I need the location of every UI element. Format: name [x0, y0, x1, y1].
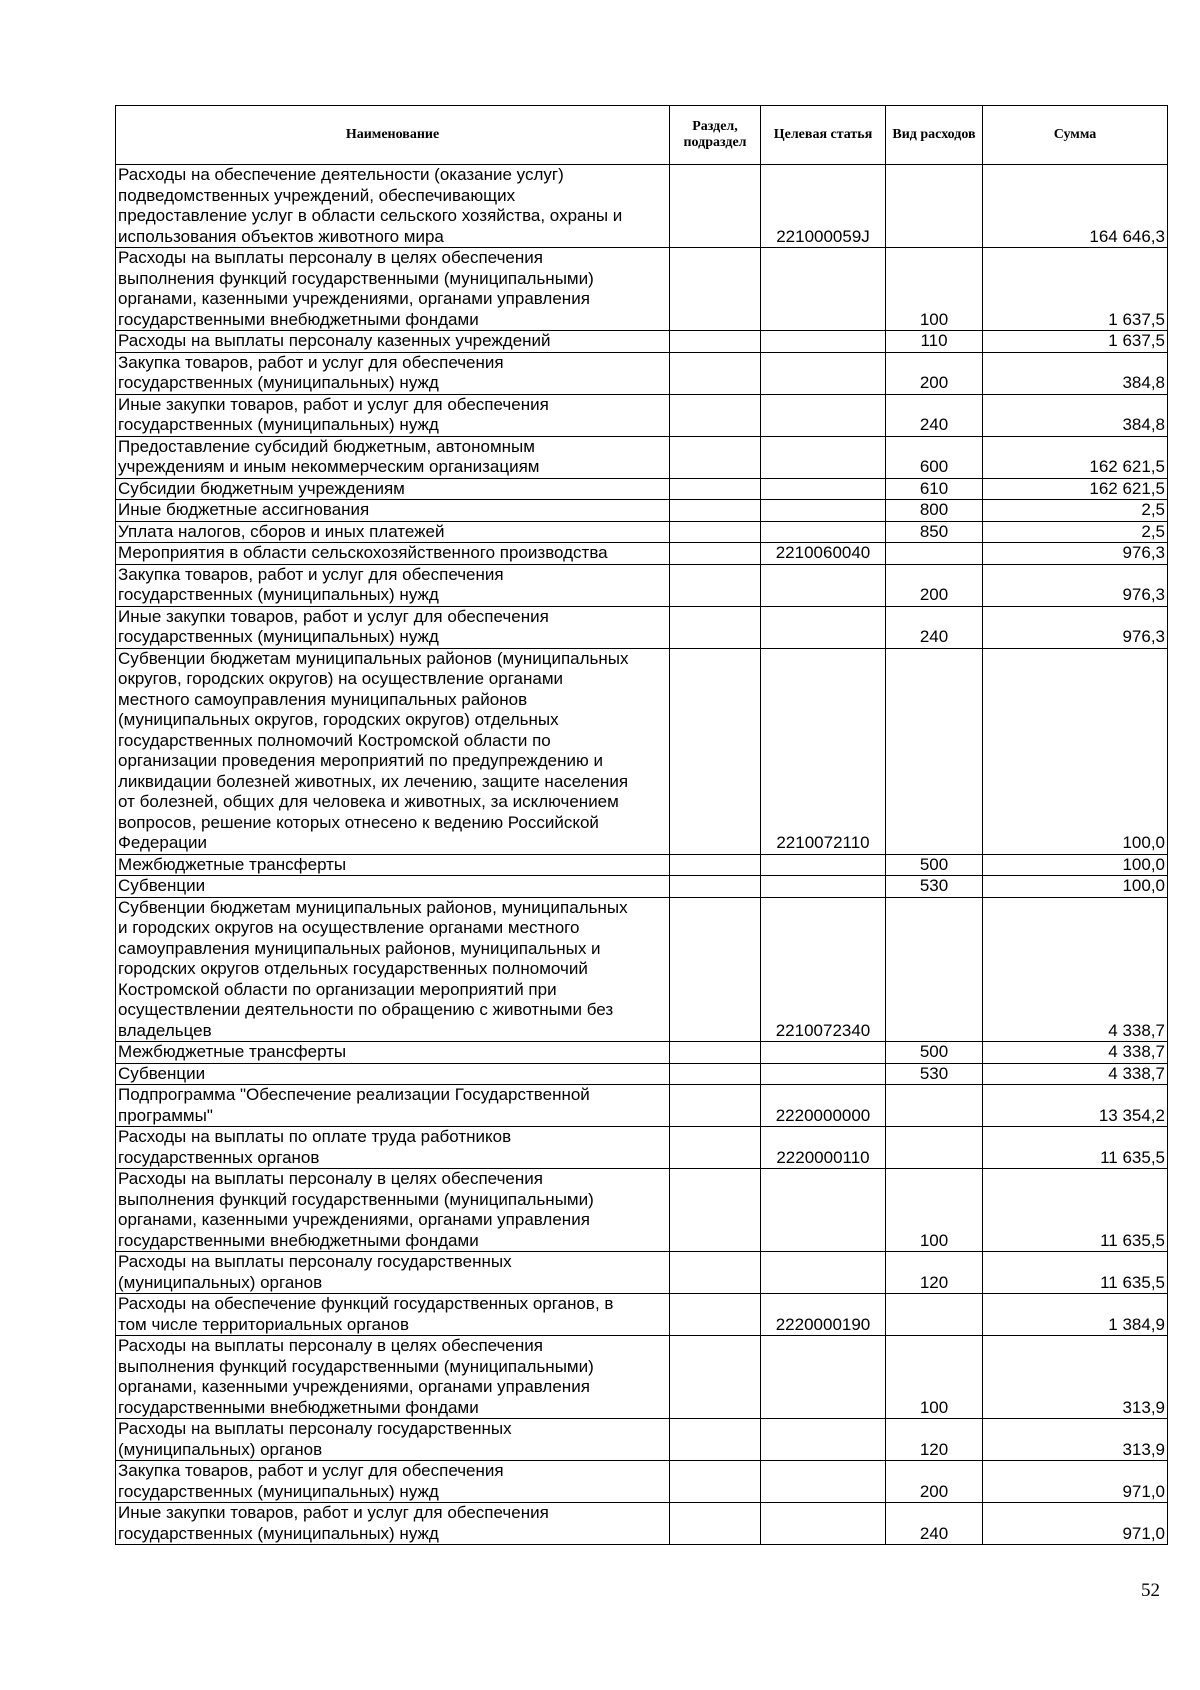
table-row — [116, 606, 1168, 648]
row-sum-cell: 976,3 — [983, 564, 1168, 606]
table-row — [116, 1085, 1168, 1127]
table-row — [116, 876, 1168, 898]
table-row — [116, 543, 1168, 565]
row-type-cell: 500 — [886, 854, 983, 876]
row-name-line: Субвенции бюджетам муниципальных районов (муниципальных — [118, 648, 629, 668]
table-row — [116, 352, 1168, 394]
row-target-cell — [761, 1063, 886, 1085]
row-section-cell — [670, 1169, 761, 1252]
table-row — [116, 1063, 1168, 1085]
row-name-line: Субвенции бюджетам муниципальных районов, муниципальных — [118, 897, 628, 917]
row-name-cell — [116, 1042, 670, 1064]
row-name-line: ликвидации болезней животных, их лечению, защите населения — [118, 771, 629, 791]
row-sum-cell: 971,0 — [983, 1461, 1168, 1503]
row-name-line: Предоставление субсидий бюджетным, автономным — [118, 436, 535, 456]
row-name-line: государственных (муниципальных) нужд — [118, 415, 439, 434]
row-name-cell — [116, 606, 670, 648]
row-name-line: выполнения функций государственными (муниципальными) — [118, 1189, 594, 1209]
row-name-line: органами, казенными учреждениями, органами управления — [118, 1377, 590, 1396]
table-row — [116, 394, 1168, 436]
row-name-cell — [116, 1252, 670, 1294]
row-name-line: организации проведения мероприятий по предупреждению и — [118, 751, 603, 770]
row-name-cell — [116, 876, 670, 898]
row-section-cell — [670, 500, 761, 522]
row-section-cell — [670, 165, 761, 248]
table-row — [116, 500, 1168, 522]
row-type-cell: 240 — [886, 1503, 983, 1545]
row-name-line: самоуправления муниципальных районов, муниципальных и — [118, 938, 601, 958]
row-sum-cell: 1 637,5 — [983, 248, 1168, 331]
row-type-cell: 100 — [886, 248, 983, 331]
row-name-line: владельцев — [118, 1020, 212, 1040]
row-target-cell — [761, 248, 886, 331]
row-name-line: Иные бюджетные ассигнования — [118, 500, 370, 519]
row-section-cell — [670, 394, 761, 436]
table-row — [116, 1042, 1168, 1064]
row-name-cell — [116, 543, 670, 565]
row-name-line: (муниципальных округов, городских округов) отдельных — [118, 710, 559, 729]
row-name-cell — [116, 854, 670, 876]
row-type-cell: 800 — [886, 500, 983, 522]
table-row — [116, 648, 1168, 854]
row-type-cell — [886, 897, 983, 1042]
row-sum-cell: 100,0 — [983, 648, 1168, 854]
table-row — [116, 1252, 1168, 1294]
row-sum-cell: 100,0 — [983, 854, 1168, 876]
table-row — [116, 521, 1168, 543]
row-section-cell — [670, 1461, 761, 1503]
row-type-cell: 850 — [886, 521, 983, 543]
row-target-cell — [761, 1503, 886, 1545]
table-row — [116, 1419, 1168, 1461]
row-sum-cell: 4 338,7 — [983, 1063, 1168, 1085]
row-target-cell — [761, 521, 886, 543]
row-name-line: (муниципальных) органов — [118, 1439, 323, 1459]
row-name-cell — [116, 521, 670, 543]
row-target-cell — [761, 331, 886, 353]
row-section-cell — [670, 1336, 761, 1419]
row-name-line: Подпрограмма "Обеспечение реализации Государственной — [118, 1085, 590, 1104]
row-name-line: Расходы на выплаты по оплате труда работников — [118, 1127, 512, 1146]
row-name-cell — [116, 500, 670, 522]
row-name-line: Расходы на выплаты персоналу государственных — [118, 1252, 512, 1271]
table-row — [116, 331, 1168, 353]
row-name-line: и городских округов на осуществление органами местного — [118, 918, 580, 937]
row-section-cell — [670, 1042, 761, 1064]
row-name-line: государственными внебюджетными фондами — [118, 1230, 479, 1250]
row-section-cell — [670, 648, 761, 854]
row-sum-cell: 4 338,7 — [983, 1042, 1168, 1064]
header-name: Наименование — [116, 106, 670, 165]
row-type-cell — [886, 543, 983, 565]
row-sum-cell: 976,3 — [983, 606, 1168, 648]
table-body — [116, 165, 1168, 1545]
row-name-line: выполнения функций государственными (муниципальными) — [118, 268, 594, 288]
header-section: Раздел, подраздел — [670, 106, 761, 165]
page-number: 52 — [1141, 1580, 1160, 1601]
row-target-cell — [761, 500, 886, 522]
row-name-cell — [116, 648, 670, 854]
row-name-line: государственных органов — [118, 1147, 320, 1167]
row-name-line: подведомственных учреждений, обеспечивающих — [118, 185, 516, 205]
row-target-cell — [761, 1169, 886, 1252]
row-section-cell — [670, 436, 761, 478]
row-sum-cell: 11 635,5 — [983, 1127, 1168, 1169]
row-name-cell — [116, 1294, 670, 1336]
table-row — [116, 1503, 1168, 1545]
row-target-cell: 2220000000 — [761, 1085, 886, 1127]
row-name-line: Субсидии бюджетным учреждениям — [118, 478, 405, 498]
row-name-cell — [116, 394, 670, 436]
row-name-line: предоставление услуг в области сельского хозяйства, охраны и — [118, 206, 623, 225]
row-name-cell — [116, 1169, 670, 1252]
row-name-cell — [116, 1336, 670, 1419]
row-type-cell: 530 — [886, 876, 983, 898]
row-name-cell — [116, 897, 670, 1042]
row-sum-cell: 384,8 — [983, 394, 1168, 436]
table-row — [116, 436, 1168, 478]
row-name-line: Расходы на выплаты персоналу государственных — [118, 1419, 512, 1438]
row-name-line: Расходы на выплаты персоналу в целях обеспечения — [118, 1169, 543, 1188]
row-section-cell — [670, 897, 761, 1042]
row-name-cell — [116, 564, 670, 606]
row-target-cell — [761, 876, 886, 898]
row-type-cell: 530 — [886, 1063, 983, 1085]
row-name-line: государственных (муниципальных) нужд — [118, 373, 439, 392]
row-sum-cell: 971,0 — [983, 1503, 1168, 1545]
row-name-line: государственных (муниципальных) нужд — [118, 1481, 439, 1501]
row-name-cell — [116, 436, 670, 478]
row-section-cell — [670, 352, 761, 394]
row-target-cell: 2220000190 — [761, 1294, 886, 1336]
row-name-line: от болезней, общих для человека и животных, за исключением — [118, 792, 619, 811]
row-name-line: выполнения функций государственными (муниципальными) — [118, 1356, 594, 1376]
row-type-cell: 600 — [886, 436, 983, 478]
row-name-line: (муниципальных) органов — [118, 1272, 323, 1292]
row-section-cell — [670, 1419, 761, 1461]
row-type-cell — [886, 165, 983, 248]
row-type-cell: 610 — [886, 478, 983, 500]
row-name-line: учреждениям и иным некоммерческим организациям — [118, 457, 540, 476]
row-name-line: использования объектов животного мира — [118, 226, 444, 246]
table-row — [116, 478, 1168, 500]
row-sum-cell: 11 635,5 — [983, 1169, 1168, 1252]
row-target-cell — [761, 478, 886, 500]
table-row — [116, 1294, 1168, 1336]
row-type-cell — [886, 1085, 983, 1127]
table-row — [116, 165, 1168, 248]
row-sum-cell: 13 354,2 — [983, 1085, 1168, 1127]
row-name-line: Мероприятия в области сельскохозяйственного производства — [118, 543, 608, 562]
row-name-line: городских округов отдельных государственных полномочий — [118, 959, 588, 978]
row-name-line: органами, казенными учреждениями, органами управления — [118, 289, 590, 308]
row-target-cell — [761, 352, 886, 394]
row-name-cell — [116, 352, 670, 394]
row-name-line: Расходы на обеспечение функций государственных органов, в — [118, 1294, 614, 1313]
table-row — [116, 564, 1168, 606]
row-name-cell — [116, 1503, 670, 1545]
row-name-line: государственных полномочий Костромской области по — [118, 730, 551, 750]
row-sum-cell: 11 635,5 — [983, 1252, 1168, 1294]
row-name-line: государственных (муниципальных) нужд — [118, 627, 439, 646]
table-row — [116, 1336, 1168, 1419]
row-type-cell: 100 — [886, 1169, 983, 1252]
row-sum-cell: 1 637,5 — [983, 331, 1168, 353]
row-section-cell — [670, 606, 761, 648]
row-sum-cell: 100,0 — [983, 876, 1168, 898]
table-row — [116, 248, 1168, 331]
row-type-cell: 200 — [886, 564, 983, 606]
row-sum-cell: 4 338,7 — [983, 897, 1168, 1042]
row-section-cell — [670, 248, 761, 331]
row-name-line: Закупка товаров, работ и услуг для обеспечения — [118, 1461, 504, 1480]
row-sum-cell: 976,3 — [983, 543, 1168, 565]
row-sum-cell: 2,5 — [983, 521, 1168, 543]
row-target-cell — [761, 394, 886, 436]
row-target-cell: 221000059J — [761, 165, 886, 248]
row-target-cell: 2210072110 — [761, 648, 886, 854]
header-target: Целевая статья — [761, 106, 886, 165]
row-type-cell: 240 — [886, 394, 983, 436]
row-name-line: государственными внебюджетными фондами — [118, 309, 479, 329]
row-section-cell — [670, 876, 761, 898]
row-name-line: Субвенции — [118, 876, 206, 895]
row-name-line: Закупка товаров, работ и услуг для обеспечения — [118, 352, 504, 372]
row-type-cell: 500 — [886, 1042, 983, 1064]
row-section-cell — [670, 1085, 761, 1127]
table-row — [116, 1127, 1168, 1169]
row-name-line: программы" — [118, 1105, 213, 1125]
row-section-cell — [670, 478, 761, 500]
row-sum-cell: 162 621,5 — [983, 436, 1168, 478]
row-name-line: Уплата налогов, сборов и иных платежей — [118, 521, 445, 541]
row-type-cell: 120 — [886, 1252, 983, 1294]
table-row — [116, 1169, 1168, 1252]
row-type-cell — [886, 1294, 983, 1336]
row-name-line: вопросов, решение которых отнесено к ведению Российской — [118, 812, 599, 832]
row-target-cell — [761, 564, 886, 606]
header-type: Вид расходов — [886, 106, 983, 165]
row-name-line: том числе территориальных органов — [118, 1314, 409, 1334]
row-name-cell — [116, 1085, 670, 1127]
row-name-line: Иные закупки товаров, работ и услуг для обеспечения — [118, 1503, 549, 1522]
row-type-cell — [886, 1127, 983, 1169]
row-name-line: Межбюджетные трансферты — [118, 854, 347, 874]
row-name-cell — [116, 1127, 670, 1169]
row-name-line: Федерации — [118, 833, 208, 852]
row-sum-cell: 1 384,9 — [983, 1294, 1168, 1336]
row-name-cell — [116, 1063, 670, 1085]
row-section-cell — [670, 1503, 761, 1545]
row-name-cell — [116, 1461, 670, 1503]
row-target-cell — [761, 1252, 886, 1294]
row-name-line: местного самоуправления муниципальных районов — [118, 689, 528, 709]
row-target-cell — [761, 1461, 886, 1503]
row-section-cell — [670, 1252, 761, 1294]
row-section-cell — [670, 521, 761, 543]
row-sum-cell: 164 646,3 — [983, 165, 1168, 248]
row-name-line: государственных (муниципальных) нужд — [118, 1523, 439, 1543]
row-name-line: Расходы на выплаты персоналу казенных учреждений — [118, 331, 551, 350]
row-sum-cell: 313,9 — [983, 1419, 1168, 1461]
row-name-line: Межбюджетные трансферты — [118, 1042, 347, 1061]
row-name-line: Расходы на выплаты персоналу в целях обеспечения — [118, 248, 543, 267]
row-section-cell — [670, 1127, 761, 1169]
row-type-cell: 200 — [886, 352, 983, 394]
row-sum-cell: 2,5 — [983, 500, 1168, 522]
row-name-cell — [116, 478, 670, 500]
row-name-cell — [116, 165, 670, 248]
row-target-cell: 2210072340 — [761, 897, 886, 1042]
row-target-cell — [761, 1336, 886, 1419]
budget-table — [115, 105, 1168, 1545]
row-type-cell: 110 — [886, 331, 983, 353]
row-name-line: Закупка товаров, работ и услуг для обеспечения — [118, 564, 504, 584]
row-target-cell — [761, 1042, 886, 1064]
row-section-cell — [670, 543, 761, 565]
row-target-cell: 2210060040 — [761, 543, 886, 565]
row-name-line: Костромской области по организации мероприятий при — [118, 979, 557, 999]
row-name-line: Расходы на обеспечение деятельности (оказание услуг) — [118, 165, 564, 184]
row-name-line: Субвенции — [118, 1063, 206, 1083]
row-section-cell — [670, 331, 761, 353]
row-target-cell: 2220000110 — [761, 1127, 886, 1169]
header-sum: Сумма — [983, 106, 1168, 165]
row-target-cell — [761, 854, 886, 876]
row-name-line: осуществлении деятельности по обращению с животными без — [118, 1000, 614, 1019]
row-section-cell — [670, 854, 761, 876]
table-header-row — [116, 106, 1168, 165]
row-section-cell — [670, 1063, 761, 1085]
row-section-cell — [670, 1294, 761, 1336]
row-name-line: органами, казенными учреждениями, органами управления — [118, 1210, 590, 1229]
row-type-cell: 240 — [886, 606, 983, 648]
row-name-line: Иные закупки товаров, работ и услуг для обеспечения — [118, 394, 549, 414]
row-name-line: Иные закупки товаров, работ и услуг для обеспечения — [118, 606, 549, 626]
table-row — [116, 897, 1168, 1042]
row-type-cell: 200 — [886, 1461, 983, 1503]
row-name-line: государственными внебюджетными фондами — [118, 1397, 479, 1417]
row-sum-cell: 162 621,5 — [983, 478, 1168, 500]
row-name-line: Расходы на выплаты персоналу в целях обеспечения — [118, 1336, 543, 1355]
row-name-line: государственных (муниципальных) нужд — [118, 585, 439, 604]
row-target-cell — [761, 1419, 886, 1461]
row-target-cell — [761, 606, 886, 648]
row-name-cell — [116, 331, 670, 353]
row-name-cell — [116, 1419, 670, 1461]
row-type-cell — [886, 648, 983, 854]
row-name-line: округов, городских округов) на осуществление органами — [118, 669, 564, 688]
row-section-cell — [670, 564, 761, 606]
row-type-cell: 120 — [886, 1419, 983, 1461]
row-name-cell — [116, 248, 670, 331]
table-row — [116, 1461, 1168, 1503]
table-row — [116, 854, 1168, 876]
row-type-cell: 100 — [886, 1336, 983, 1419]
row-sum-cell: 313,9 — [983, 1336, 1168, 1419]
row-target-cell — [761, 436, 886, 478]
row-sum-cell: 384,8 — [983, 352, 1168, 394]
